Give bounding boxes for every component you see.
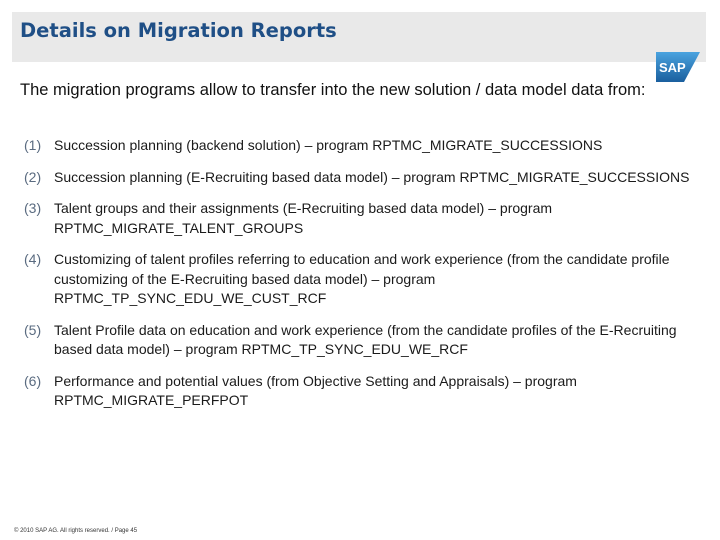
list-item: [24, 321, 696, 360]
item-number: (4): [24, 251, 42, 267]
item-text: Succession planning (E-Recruiting based data model) – program RPTMC_MIGRATE_SUCCESSIONS: [54, 168, 690, 185]
intro-text: The migration programs allow to transfer into the new solution / data model data from:: [20, 81, 646, 99]
list-item: [24, 199, 696, 238]
item-number: (1): [24, 137, 42, 153]
slide-title: Details on Migration Reports: [20, 19, 337, 42]
item-text: Performance and potential values (from Objective Setting and Appraisals) – program RPTMC_MIGRATE_PERFPOT: [54, 372, 577, 408]
item-text: Succession planning (backend solution) – program RPTMC_MIGRATE_SUCCESSIONS: [54, 137, 603, 153]
item-number: (3): [24, 200, 42, 216]
footer-copyright: © 2010 SAP AG. All rights reserved. / Page 45: [14, 528, 138, 534]
sap-logo-text: SAP: [659, 60, 686, 75]
list-item: [24, 136, 696, 156]
list-item: [24, 250, 696, 309]
migration-program-list: [24, 136, 696, 411]
sap-logo-icon: [656, 52, 700, 82]
item-number: (5): [24, 321, 42, 338]
item-number: (6): [24, 372, 42, 389]
item-text: Customizing of talent profiles referring to education and work experience (from the candidate profile customizing of the E-Recruiting based data model) – program RPTMC_TP_SYNC_EDU_WE_CUST_RCF: [54, 251, 670, 306]
item-text: Talent groups and their assignments (E-Recruiting based data model) – program RPTMC_MIGRATE_TALENT_GROUPS: [54, 200, 553, 236]
list-item: [24, 168, 696, 188]
list-item: [24, 372, 696, 411]
title-bar: [12, 12, 706, 62]
sap-logo: [656, 52, 700, 82]
item-text: Talent Profile data on education and work experience (from the candidate profiles of the E-Recruiting based data model) – program RPTMC_TP_SYNC_EDU_WE_RCF: [54, 321, 677, 357]
item-number: (2): [24, 168, 42, 185]
